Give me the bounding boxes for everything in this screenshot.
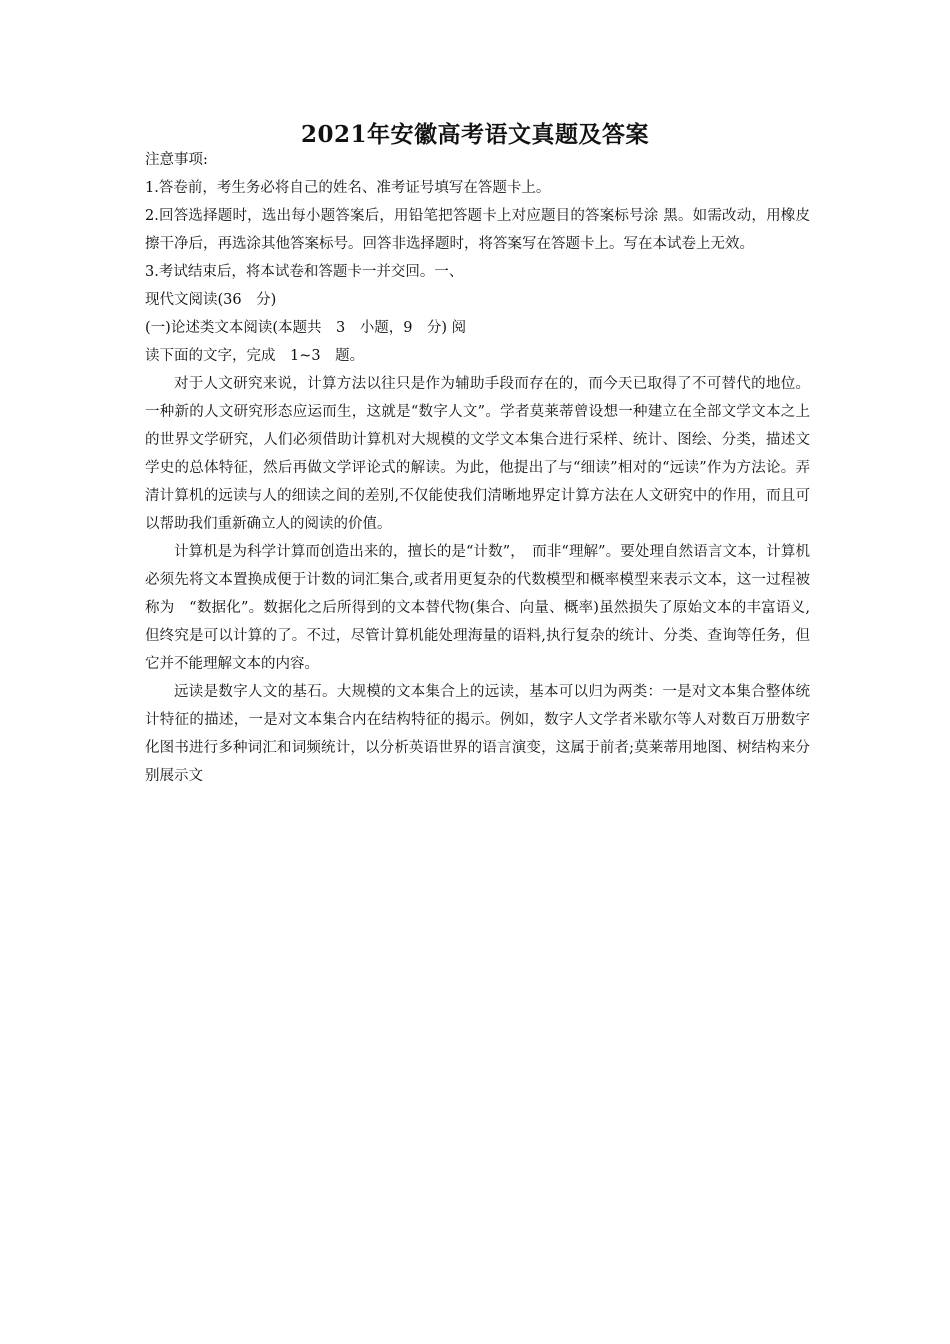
body-paragraph-1: 对于人文研究来说，计算方法以往只是作为辅助手段而存在的，而今天已取得了不可替代的地位。一种新的人文研究形态应运而生，这就是“数字人文”。学者莫莱蒂曾设想一种建立在全部文学文本之上的世界文学研究，人们必须借助计算机对大规模的文学文本集合进行采样、统计、图绘、分类，描述文学史的总体特征，然后再做文学评论式的解读。为此，他提出了与“细读”相对的“远读”作为方法论。弄清计算机的远读与人的细读之间的差别,不仅能使我们清晰地界定计算方法在人文研究中的作用，而且可以帮助我们重新确立人的阅读的价值。: [145, 376, 810, 532]
notice-item-3: 3.考试结束后，将本试卷和答题卡一并交回。一、: [145, 264, 464, 280]
document-title: 2021年安徽高考语文真题及答案: [300, 121, 649, 148]
notice-item-2: 2.回答选择题时，选出每小题答案后，用铅笔把答题卡上对应题目的答案标号涂 黑。如需改动，用橡皮擦干净后，再选涂其他答案标号。回答非选择题时，将答案写在答题卡上。写在本试卷上无效。: [145, 208, 810, 252]
notice-item-1: 1.答卷前，考生务必将自己的姓名、准考证号填写在答题卡上。: [145, 180, 551, 196]
body-paragraph-3: 远读是数字人文的基石。大规模的文本集合上的远读，基本可以归为两类：一是对文本集合整体统计特征的描述，一是对文本集合内在结构特征的揭示。例如，数字人文学者米歇尔等人对数百万册数字化图书进行多种词汇和词频统计，以分析英语世界的语言演变，这属于前者;莫莱蒂用地图、树结构来分别展示文: [145, 684, 810, 784]
subsection-heading: (一)论述类文本阅读(本题共 3 小题，9 分) 阅: [145, 320, 467, 336]
section-heading: 现代文阅读(36 分): [145, 292, 277, 308]
body-paragraph-2: 计算机是为科学计算而创造出来的，擅长的是“计数”， 而非“理解”。要处理自然语言文本，计算机必须先将文本置换成便于计数的词汇集合,或者用更复杂的代数模型和概率模型来表示文本，这一过程被称为 “数据化”。数据化之后所得到的文本替代物(集合、向量、概率)虽然损失了原始文本的丰富语义,但终究是可以计算的了。不过，尽管计算机能处理海量的语料,执行复杂的统计、分类、查询等任务，但它并不能理解文本的内容。: [145, 544, 810, 672]
document-body: [145, 146, 810, 790]
notice-heading: 注意事项:: [145, 152, 208, 168]
reading-instruction: 读下面的文字，完成 1~3 题。: [145, 348, 365, 364]
